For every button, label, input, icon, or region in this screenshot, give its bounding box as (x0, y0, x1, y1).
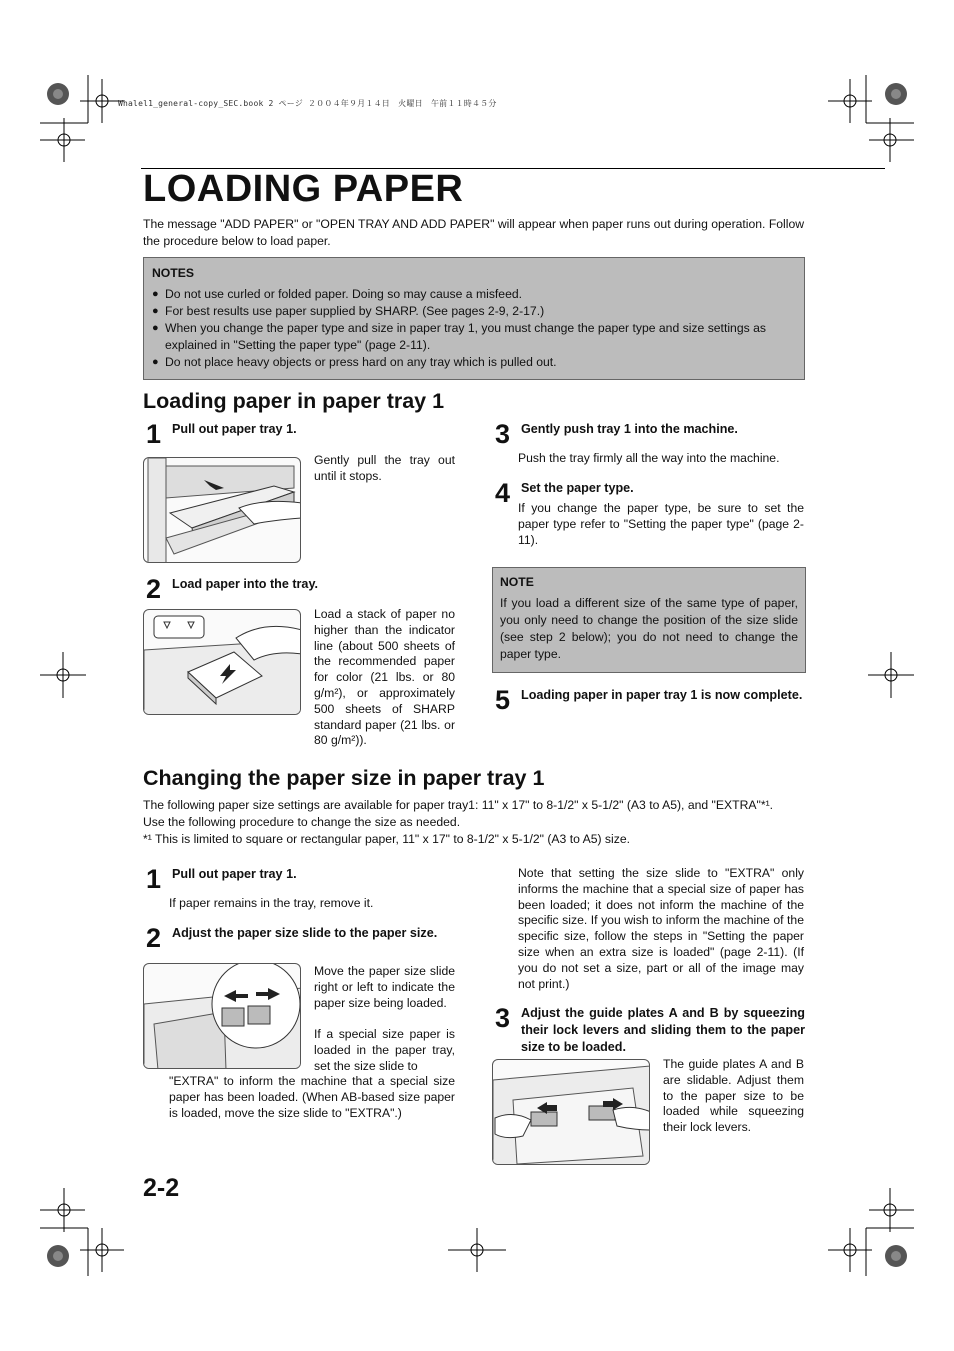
s2-step-2-text-b: If a special size paper is loaded in the paper tray, set the size slide to (314, 1027, 455, 1073)
step-label: Loading paper in paper tray 1 is now complete. (521, 688, 803, 702)
note-box (492, 567, 806, 673)
section2-intro: The following paper size settings are available for paper tray1: 11" x 17" to 8-1/2" x 5-1/2" (A3 to A5), and "EXTRA"*¹. (143, 798, 774, 812)
tray-load-illustration (143, 609, 301, 715)
step-number: 2 (146, 574, 162, 604)
s2-step-1 (146, 866, 466, 896)
extra-size-note: Note that setting the size slide to "EXTRA" only informs the machine that a special size of paper has been loaded; it does not inform the machine of the specific size. If you wish to inform the machine of the specific size, follow the steps in "Setting the paper size when an extra size is loaded" (page 2-11). (If you do not set a size, part or all of the image may not print.) (518, 866, 804, 991)
notes-heading: NOTES (152, 266, 194, 280)
step-number: 4 (495, 478, 511, 508)
step-number: 1 (146, 419, 162, 449)
notes-list (152, 286, 797, 371)
step-label: Gently push tray 1 into the machine. (521, 422, 738, 436)
s1-step-2 (146, 576, 466, 606)
section2-footnote: *¹ This is limited to square or rectangular paper, 11" x 17" to 8-1/2" x 5-1/2" (A3 to A5) size. (143, 832, 630, 846)
note-text: If you load a different size of the same type of paper, you only need to change the position of the size slide (see step 2 below); you do not need to change the paper type. (500, 596, 798, 661)
page-title: LOADING PAPER (143, 168, 464, 210)
step-number: 1 (146, 864, 162, 894)
tray-pull-illustration (143, 457, 301, 563)
step-number: 3 (495, 1003, 511, 1033)
s2-step-1-text: If paper remains in the tray, remove it. (169, 896, 374, 910)
step-label: Pull out paper tray 1. (172, 422, 297, 436)
s2-step-2 (146, 925, 456, 961)
s1-step-3 (495, 421, 805, 451)
step-number: 3 (495, 419, 511, 449)
s1-step-1 (146, 421, 466, 451)
section2-heading: Changing the paper size in paper tray 1 (143, 766, 545, 790)
step-label: Set the paper type. (521, 481, 634, 495)
step-label: Adjust the guide plates A and B by squeezing their lock levers and sliding them to the paper size to be loaded. (521, 1006, 805, 1054)
s2-step-3 (495, 1005, 805, 1057)
s1-step-1-text: Gently pull the tray out until it stops. (314, 453, 455, 483)
step-number: 5 (495, 685, 511, 715)
size-slide-illustration (143, 963, 301, 1069)
section1-heading: Loading paper in paper tray 1 (143, 389, 445, 413)
notes-item: ● For best results use paper supplied by SHARP. (See pages 2-9, 2-17.) (152, 303, 797, 320)
step-label: Load paper into the tray. (172, 577, 319, 591)
notes-box (143, 257, 805, 380)
s1-step-3-text: Push the tray firmly all the way into the machine. (518, 451, 780, 465)
note-heading: NOTE (500, 575, 534, 589)
step-number: 2 (146, 923, 162, 953)
s1-step-4-text: If you change the paper type, be sure to set the paper type refer to "Setting the paper type" (page 2-11). (518, 501, 804, 547)
notes-item: ● Do not place heavy objects or press hard on any tray which is pulled out. (152, 354, 797, 371)
page-number: 2-2 (143, 1174, 180, 1202)
step-label: Pull out paper tray 1. (172, 867, 297, 881)
notes-item: ● Do not use curled or folded paper. Doing so may cause a misfeed. (152, 286, 797, 303)
s1-step-2-text: Load a stack of paper no higher than the indicator line (about 500 sheets of the recommended paper for color (21 lbs. or 80 g/m²), or approximately 500 sheets of SHARP standard paper (21 lbs. or 80 g/m²)). (314, 607, 455, 748)
print-header: Whalel1_general-copy_SEC.book 2 ページ ２００４年９月１４日 火曜日 午前１１時４５分 (118, 99, 497, 108)
guide-plates-illustration (492, 1059, 650, 1165)
s2-step-2-text-a: Move the paper size slide right or left to indicate the paper size being loaded. (314, 964, 455, 1010)
step-label: Adjust the paper size slide to the paper size. (172, 926, 438, 940)
s2-step-2-text-c: "EXTRA" to inform the machine that a special size paper has been loaded. (When AB-based size paper is loaded, move the size slide to "EXTRA".) (169, 1074, 455, 1120)
section2-intro-2: Use the following procedure to change the size as needed. (143, 815, 461, 829)
s1-step-5 (495, 687, 805, 725)
intro-text: The message "ADD PAPER" or "OPEN TRAY AND ADD PAPER" will appear when paper runs out during operation. Follow the procedure below to load paper. (143, 217, 805, 248)
notes-item: ● When you change the paper type and size in paper tray 1, you must change the paper type and size settings as explained in "Setting the paper type" (page 2-11). (152, 320, 797, 354)
s2-step-3-text: The guide plates A and B are slidable. Adjust them to the paper size to be loaded while squeezing their lock levers. (663, 1057, 804, 1135)
